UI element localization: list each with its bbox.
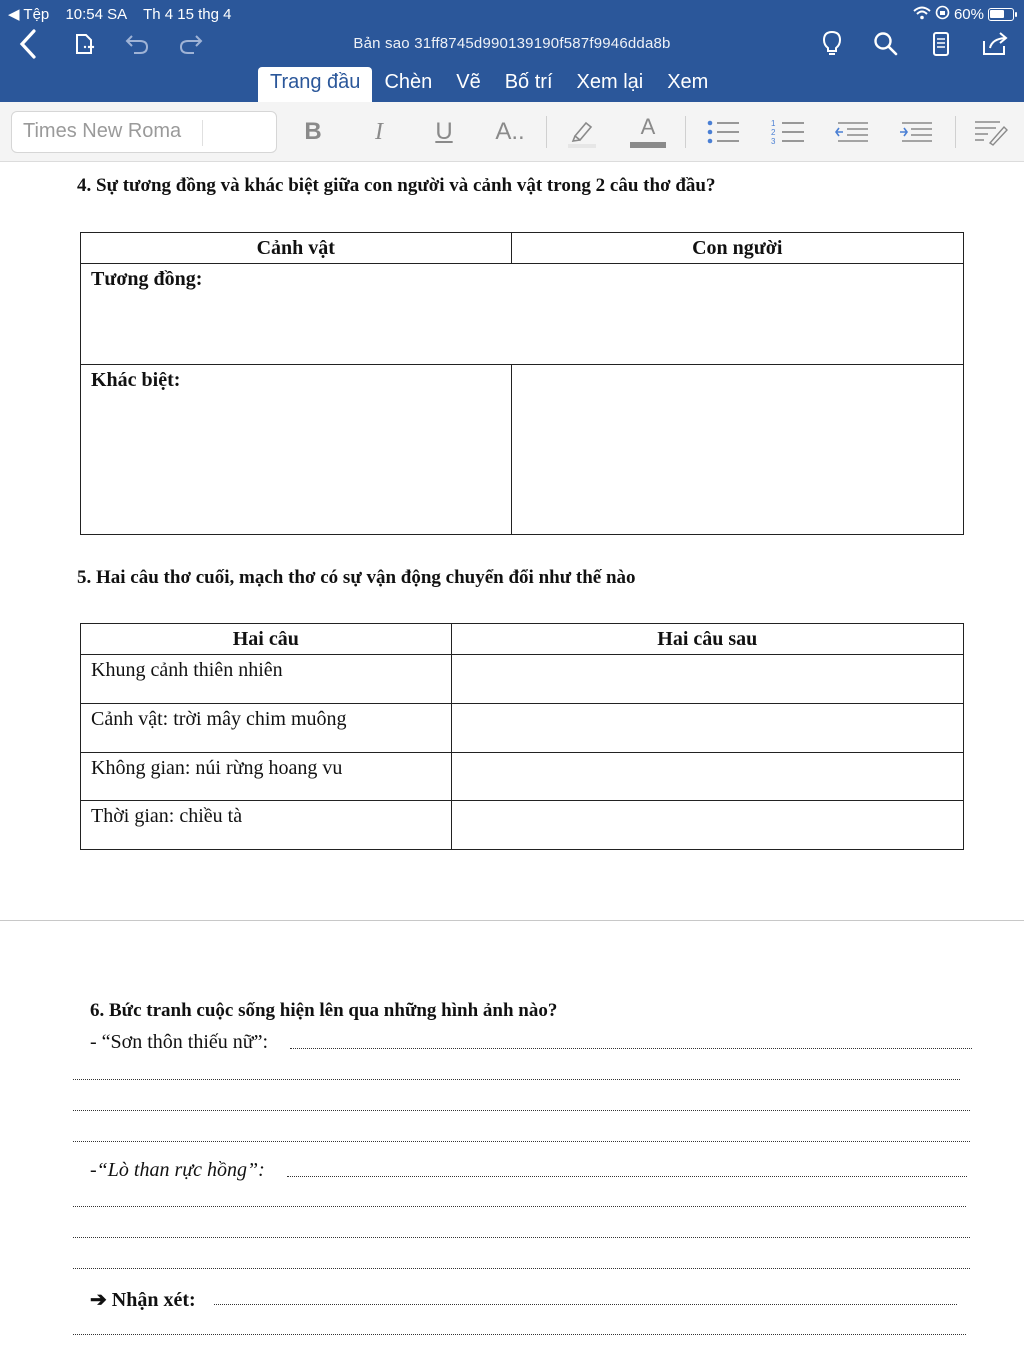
ribbon-divider xyxy=(546,116,547,148)
document-page[interactable] xyxy=(0,163,1024,1365)
font-name-value: Times New Roma xyxy=(23,120,182,142)
underline-button[interactable]: U xyxy=(435,118,453,145)
tab-view[interactable]: Xem xyxy=(667,71,709,93)
tab-home[interactable]: Trang đầu xyxy=(258,67,372,102)
question-6: 6. Bức tranh cuộc sống hiện lên qua những hình ảnh nào? xyxy=(90,1000,558,1021)
font-color-button[interactable] xyxy=(628,114,668,150)
answer-dotted-line[interactable] xyxy=(73,1206,966,1207)
app-header xyxy=(0,0,1024,102)
orientation-lock-icon xyxy=(935,5,950,24)
table-cell-empty[interactable] xyxy=(451,655,963,704)
bold-button[interactable]: B xyxy=(304,118,322,145)
table-cell-empty[interactable] xyxy=(451,801,963,850)
table-header-cell: Cảnh vật xyxy=(81,233,512,264)
svg-text:2: 2 xyxy=(771,128,776,137)
battery-percent: 60% xyxy=(953,6,984,23)
numbered-list-icon[interactable] xyxy=(768,114,808,150)
tab-review[interactable]: Xem lại xyxy=(576,71,644,93)
answer-dotted-line[interactable] xyxy=(73,1334,966,1335)
font-field-divider xyxy=(202,120,203,146)
font-color-swatch xyxy=(630,142,666,148)
decrease-indent-icon[interactable] xyxy=(832,114,872,150)
answer-dotted-line[interactable] xyxy=(214,1304,957,1305)
tab-layout[interactable]: Bố trí xyxy=(504,71,553,93)
lightbulb-icon[interactable] xyxy=(816,28,848,60)
table-cell: Không gian: núi rừng hoang vu xyxy=(81,753,452,801)
row-label: Tương đồng: xyxy=(91,268,203,290)
tab-draw[interactable]: Vẽ xyxy=(456,71,481,93)
ribbon-divider xyxy=(955,116,956,148)
table-cell-empty[interactable] xyxy=(451,704,963,753)
table-header-cell: Con người xyxy=(511,233,963,264)
status-time: 10:54 SA xyxy=(65,6,128,23)
bullet-list-icon[interactable] xyxy=(703,114,743,150)
table-cell-empty[interactable] xyxy=(451,753,963,801)
answer-dotted-line[interactable] xyxy=(73,1237,970,1238)
svg-text:3: 3 xyxy=(771,137,776,146)
status-date: Th 4 15 thg 4 xyxy=(143,6,232,23)
answer-item-1: - “Sơn thôn thiếu nữ”: xyxy=(90,1031,269,1053)
similarity-row[interactable] xyxy=(81,264,964,365)
difference-cell-left[interactable] xyxy=(81,365,512,535)
formatting-ribbon xyxy=(0,102,1024,162)
svg-text:1: 1 xyxy=(771,119,776,128)
font-name-field[interactable] xyxy=(11,111,277,153)
similarity-difference-table xyxy=(80,232,964,535)
arrow-icon: ➔ xyxy=(90,1289,107,1311)
difference-cell-right[interactable] xyxy=(511,365,963,535)
table-header-cell: Hai câu sau xyxy=(451,624,963,655)
answer-dotted-line[interactable] xyxy=(73,1141,970,1142)
answer-dotted-line[interactable] xyxy=(287,1176,967,1177)
comment-line xyxy=(90,1287,196,1312)
more-font-options-button[interactable]: A.. xyxy=(495,118,525,145)
table-cell: Cảnh vật: trời mây chim muông xyxy=(81,704,452,753)
tab-insert[interactable]: Chèn xyxy=(384,71,433,93)
row-label: Khác biệt: xyxy=(91,369,181,391)
styles-icon[interactable] xyxy=(970,114,1010,150)
table-cell: Khung cảnh thiên nhiên xyxy=(81,655,452,704)
search-icon[interactable] xyxy=(870,28,902,60)
answer-dotted-line[interactable] xyxy=(290,1048,972,1049)
answer-item-2: -“Lò than rực hồng”: xyxy=(90,1159,265,1181)
answer-dotted-line[interactable] xyxy=(73,1110,970,1111)
battery-icon xyxy=(988,8,1014,21)
reading-view-icon[interactable] xyxy=(925,28,957,60)
question-5: 5. Hai câu thơ cuối, mạch thơ có sự vận động chuyển đổi như thế nào xyxy=(77,567,636,588)
document-title: Bản sao 31ff8745d990139190f587f9946dda8b xyxy=(353,35,671,52)
comparison-table xyxy=(80,623,964,850)
increase-indent-icon[interactable] xyxy=(896,114,936,150)
status-bar xyxy=(0,4,1024,24)
ribbon-divider xyxy=(685,116,686,148)
back-to-app-link[interactable]: ◀ Tệp xyxy=(8,6,50,23)
wifi-icon xyxy=(913,6,931,24)
answer-dotted-line[interactable] xyxy=(73,1268,970,1269)
ribbon-tabs xyxy=(258,67,720,102)
page-break xyxy=(0,920,1024,921)
nav-toolbar xyxy=(0,26,1024,62)
italic-button[interactable]: I xyxy=(375,118,383,145)
font-color-label: A xyxy=(640,114,656,139)
share-icon[interactable] xyxy=(979,28,1011,60)
table-header-cell: Hai câu xyxy=(81,624,452,655)
comment-label: Nhận xét: xyxy=(111,1289,196,1311)
question-4: 4. Sự tương đồng và khác biệt giữa con người và cảnh vật trong 2 câu thơ đầu? xyxy=(77,175,716,196)
highlight-icon[interactable] xyxy=(562,114,602,150)
table-cell: Thời gian: chiều tà xyxy=(81,801,452,850)
answer-dotted-line[interactable] xyxy=(73,1079,960,1080)
